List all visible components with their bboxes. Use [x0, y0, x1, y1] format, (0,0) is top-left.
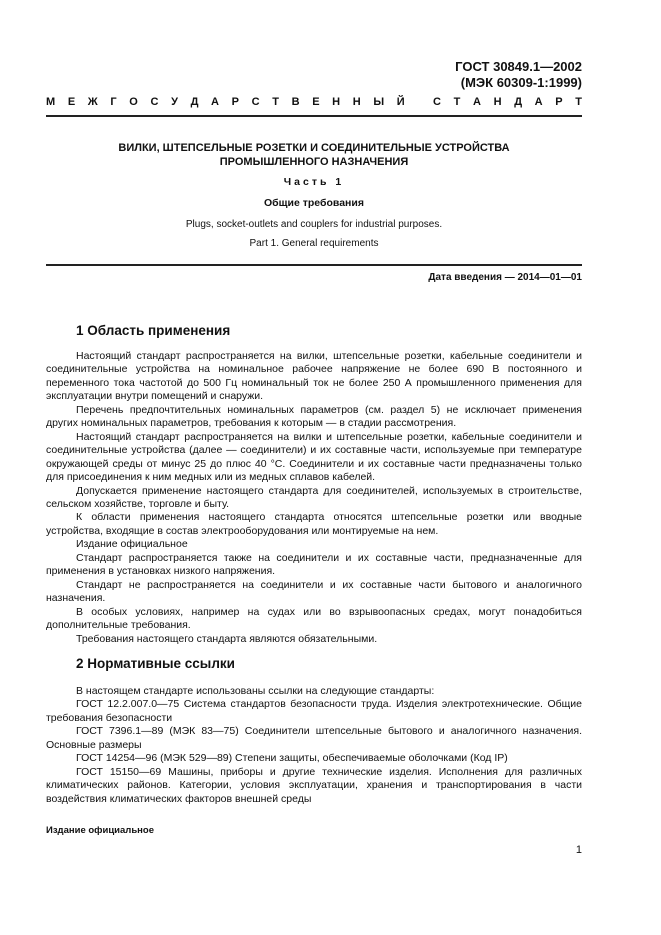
paragraph: В настоящем стандарте использованы ссылки на следующие стандарты: [76, 685, 435, 697]
heading-letter [417, 96, 420, 108]
gost-number: ГОСТ 30849.1—2002 [455, 59, 582, 74]
heading-letter: Т [453, 96, 461, 108]
heading-letter: С [150, 96, 159, 108]
heading-letter: Д [514, 96, 523, 108]
normative-reference: ГОСТ 14254—96 (МЭК 529—89) Степени защиты, обеспечиваемые оболочками (Код IP) [76, 752, 508, 765]
heading-letter: Е [67, 96, 76, 108]
heading-letter: С [433, 96, 441, 108]
section-heading: 1 Область применения [76, 323, 231, 338]
section-body [46, 685, 582, 806]
heading-letter: Р [231, 96, 239, 108]
header-rule [46, 115, 582, 117]
english-title-line-1: Plugs, socket-outlets and couplers for industrial purposes. [185, 219, 443, 230]
title-rule [46, 264, 582, 266]
paragraph: К области применения настоящего стандарта относятся штепсельные розетки или вводные устройства, входящие в состав электрооборудования или монтируемые на нем. [46, 511, 582, 537]
introduction-date: Дата введения — 2014—01—01 [428, 272, 582, 283]
heading-letter: В [291, 96, 300, 108]
paragraph: Стандарт не распространяется на соединители и их составные части бытового и аналогичного назначения. [46, 578, 582, 605]
heading-letter: А [473, 96, 481, 108]
title-line-1: ВИЛКИ, ШТЕПСЕЛЬНЫЕ РОЗЕТКИ И СОЕДИНИТЕЛЬНЫЕ УСТРОЙСТВА [118, 142, 510, 154]
section-body [46, 350, 582, 646]
heading-letter: А [211, 96, 219, 108]
heading-letter: Ы [373, 96, 385, 108]
heading-letter: О [129, 96, 138, 108]
paragraph: Требования настоящего стандарта являются обязательными. [76, 632, 378, 645]
paragraph: Стандарт распространяется также на соединители и их составные части, предназначенные для применения в установках низкого напряжения. [46, 551, 582, 578]
official-edition-note: Издание официальное [46, 825, 154, 836]
iec-number: (МЭК 60309-1:1999) [460, 75, 582, 90]
paragraph: Настоящий стандарт распространяется на вилки, штепсельные розетки, кабельные соединители и соединительные устройства на номинальное рабочее напряжение не более 690 В постоянного и переменного тока частотой до 500 Гц номинальный ток не более 250 А промышленного применения для эксплуатации внутри помещений и снаружи. [46, 350, 582, 403]
heading-letter: Н [493, 96, 502, 108]
heading-letter: Н [332, 96, 341, 108]
heading-letter: М [46, 96, 56, 108]
part-label: Часть 1 [283, 176, 345, 188]
normative-reference: ГОСТ 15150—69 Машины, приборы и другие технические изделия. Исполнения для различных климатических районов. Категории, условия эксплуатации, хранения и транспортирования в части воздействия климатических факторов внешней среды [46, 765, 582, 805]
heading-letter: Т [272, 96, 279, 108]
heading-letter: Т [575, 96, 582, 108]
heading-letter: Й [396, 96, 405, 108]
heading-letter: Р [555, 96, 563, 108]
heading-letter: А [534, 96, 543, 108]
heading-letter: Н [352, 96, 361, 108]
interstate-standard-heading [46, 96, 582, 108]
normative-reference: ГОСТ 12.2.007.0—75 Система стандартов безопасности труда. Изделия электротехнические. Общие требования безопасности [46, 698, 582, 724]
heading-letter: Г [110, 96, 117, 108]
paragraph: В особых условиях, например на судах или во взрывоопасных средах, могут понадобиться дополнительные требования. [46, 605, 582, 632]
paragraph: Издание официальное [76, 538, 188, 551]
document-number-block [455, 59, 582, 91]
title-line-2: ПРОМЫШЛЕННОГО НАЗНАЧЕНИЯ [219, 156, 409, 168]
heading-letter: С [251, 96, 260, 108]
document-subtitle: Общие требования [264, 197, 364, 209]
document-title [46, 141, 582, 169]
normative-reference: ГОСТ 7396.1—89 (МЭК 83—75) Соединители штепсельные бытового и аналогичного назначения. Основные размеры [46, 725, 582, 751]
english-title-line-2: Part 1. General requirements [249, 238, 379, 249]
paragraph: Перечень предпочтительных номинальных параметров (см. раздел 5) не исключает применения других номинальных параметров, требования к которым — в стадии рассмотрения. [46, 403, 582, 430]
paragraph: Настоящий стандарт распространяется на вилки и штепсельные розетки, кабельные соединители и соединительные устройства (далее — соединители) и их составные части, используемые при температуре окружающей среды от минус 25 до плюс 40 °С. Соединители и их составные части предназначены только для присоединения к ним медных или из медных сплавов кабелей. [46, 430, 582, 484]
heading-letter: Е [312, 96, 320, 108]
page-number: 1 [575, 844, 582, 856]
paragraph: Допускается применение настоящего стандарта для соединителей, используемых в строительстве, сельском хозяйстве, торговле и быту. [46, 484, 582, 510]
section-heading: 2 Нормативные ссылки [76, 656, 235, 671]
heading-letter: Д [190, 96, 199, 108]
heading-letter: Ж [87, 96, 98, 108]
heading-letter: У [171, 96, 178, 108]
